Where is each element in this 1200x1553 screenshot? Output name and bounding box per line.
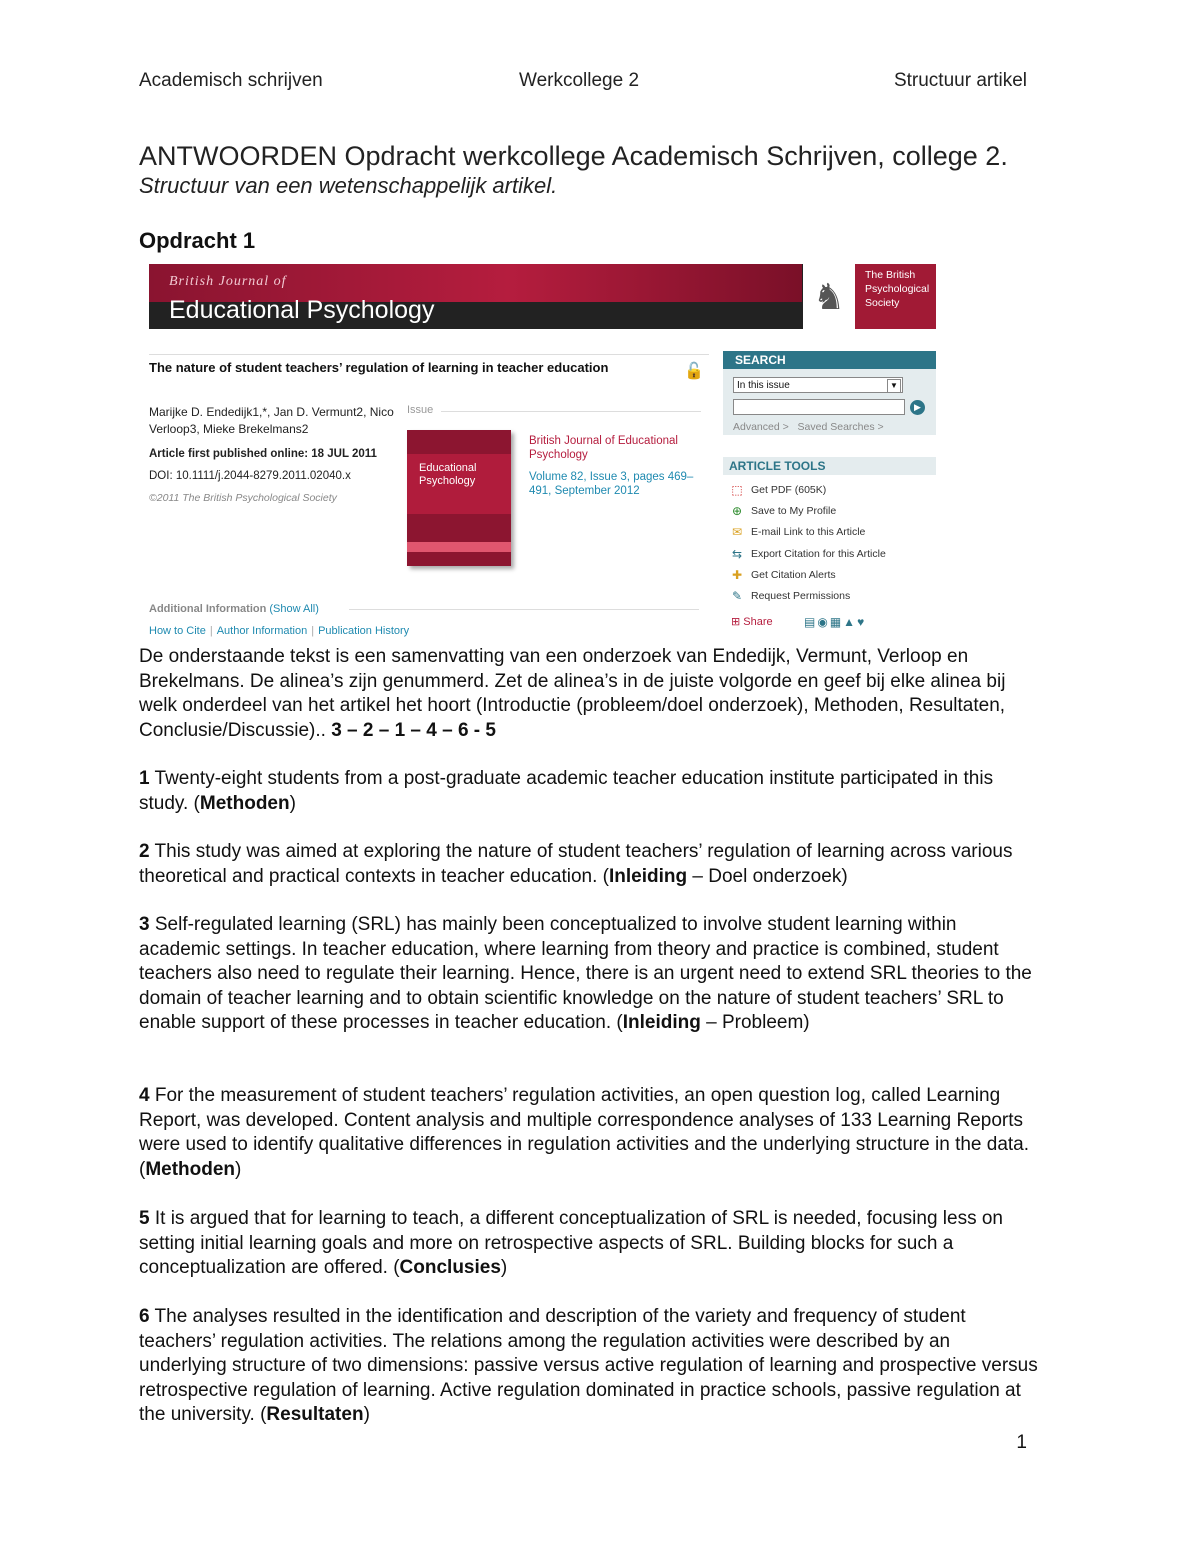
pdf-icon: ⬚ (731, 482, 743, 497)
cover-title: Educational Psychology (419, 462, 477, 487)
section-heading: Opdracht 1 (139, 228, 256, 253)
mendeley-icon[interactable]: ▲ (843, 615, 858, 629)
paragraph-tail: – Probleem) (700, 1012, 810, 1033)
advanced-search-link[interactable]: Advanced > (733, 421, 789, 433)
copyright: ©2011 The British Psychological Society (149, 492, 337, 504)
paragraph-tail: ) (500, 1257, 508, 1278)
share-plus-icon: ⊞ (731, 616, 741, 628)
delicious-icon[interactable]: ▦ (829, 615, 844, 629)
intro-text: De onderstaande tekst is een samenvatting van een onderzoek van Endedijk, Vermunt, Verloop en Brekelmans. De alinea’s zijn genummerd. Zet de alinea’s in de juiste volgorde en geef bij elke alinea bij welk onderdeel van het artikel het hoort (Introductie (probleem/doel onderzoek), Methoden, Resultaten, Conclusie/Discussie).. (139, 646, 1006, 741)
tool-label: Export Citation for this Article (751, 547, 886, 560)
paragraph-text: It is argued that for learning to teach, a different conceptualization of SRL is needed, focusing less on setting initial learning goals and more on retrospective aspects of SRL. Building blocks for such a conceptualization are offered. ( (139, 1208, 1004, 1278)
paragraph-number: 1 (139, 768, 150, 789)
header-center: Werkcollege 2 (519, 70, 640, 91)
paragraph-tail: ) (289, 792, 296, 814)
paragraph-tail: ) (363, 1404, 370, 1425)
paragraph-text: The analyses resulted in the identification and description of the variety and frequency of student teachers’ regulation activities. The relations among the regulation activities were described by an underlying structure of two dimensions: passive versus active regulation of learning and prospective versus retrospective regulation of learning. Active regulation dominated in practice schools, passive regulation at the university. ( (139, 1306, 1038, 1425)
tool-export-citation[interactable] (729, 543, 886, 564)
section-label: Methoden (199, 792, 290, 814)
tool-label: Request Permissions (751, 590, 851, 603)
doi: DOI: 10.1111/j.2044-8279.2011.02040.x (149, 470, 351, 482)
bookmark-icon[interactable]: ▤ (804, 615, 818, 629)
journal-name[interactable]: British Journal of Educational Psychology (529, 435, 678, 461)
paragraph-2 (139, 840, 1039, 889)
answer-sequence: 3 – 2 – 1 – 4 – 6 - 5 (331, 719, 496, 741)
search-header: SEARCH (723, 351, 936, 369)
additional-label: Additional Information (149, 603, 267, 615)
paragraph-4 (139, 1084, 1039, 1182)
journal-banner (149, 264, 936, 329)
paragraph-number: 6 (139, 1306, 150, 1327)
search-go-icon[interactable]: ▶ (910, 400, 925, 415)
cover-stripe (407, 542, 511, 552)
twitter-icon[interactable]: ♥ (857, 615, 867, 629)
divider (149, 354, 709, 355)
paragraph-number: 5 (139, 1208, 150, 1229)
search-scope-select[interactable] (733, 377, 903, 393)
plus-icon: ⊕ (731, 503, 743, 518)
tool-save-profile[interactable] (729, 500, 886, 521)
tool-label: Get Citation Alerts (751, 568, 836, 581)
chevron-down-icon: ▼ (887, 379, 901, 393)
search-box (723, 369, 936, 435)
additional-info (149, 603, 319, 615)
paragraph-6 (139, 1305, 1039, 1428)
share-label: Share (743, 616, 773, 628)
show-all-link[interactable]: (Show All) (269, 603, 319, 615)
tool-get-pdf[interactable] (729, 479, 886, 500)
export-icon: ⇆ (731, 546, 743, 561)
article-tools (729, 479, 886, 607)
issue-label: Issue (407, 404, 434, 416)
section-label: Inleiding (622, 1012, 701, 1033)
paragraph-text: Twenty-eight students from a post-graduate academic teacher education institute participated in this study. ( (139, 768, 994, 814)
search-links (733, 421, 884, 433)
paragraph-text: Self-regulated learning (SRL) has mainly been conceptualized to involve student learning within academic settings. In teacher education, where learning from theory and practice is combined, student teachers also need to regulate their learning. Hence, there is an urgent need to extend SRL theories to the domain of teacher learning and to obtain scientific knowledge on the nature of student teachers’ SRL to enable support of these processes in teacher education. ( (139, 914, 1032, 1033)
tool-citation-alerts[interactable] (729, 564, 886, 585)
share-icons (804, 615, 866, 629)
intro-paragraph (139, 645, 1039, 743)
publication-history-link[interactable]: Publication History (318, 625, 410, 637)
banner-subtitle: British Journal of (169, 274, 287, 289)
document-subtitle: Structuur van een wetenschappelijk artikel. (139, 173, 558, 198)
paragraph-5 (139, 1207, 1039, 1281)
tool-label: Save to My Profile (751, 504, 837, 517)
how-to-cite-link[interactable]: How to Cite (149, 625, 206, 637)
section-label: Methoden (145, 1158, 236, 1180)
page-number: 1 (1016, 1432, 1027, 1453)
tool-label: E-mail Link to this Article (751, 526, 866, 539)
permissions-icon: ✎ (731, 589, 743, 604)
paragraph-3 (139, 913, 1039, 1036)
divider (349, 609, 699, 610)
article-tools-header: ARTICLE TOOLS (723, 457, 936, 475)
first-published: Article first published online: 18 JUL 2011 (149, 448, 377, 460)
paragraph-number: 3 (139, 914, 150, 935)
society-name: The British Psychological Society (865, 269, 930, 309)
unlock-icon: 🔓 (684, 363, 704, 380)
section-label: Conclusies (399, 1257, 501, 1278)
tool-permissions[interactable] (729, 585, 886, 606)
share-button[interactable] (731, 615, 773, 628)
journal-cover[interactable] (407, 430, 511, 566)
header-right: Structuur artikel (893, 70, 1027, 91)
envelope-icon: ✉ (731, 525, 743, 540)
article-title[interactable]: The nature of student teachers’ regulation of learning in teacher education (149, 360, 609, 375)
paragraph-number: 4 (139, 1085, 150, 1106)
article-authors[interactable]: Marijke D. Endedijk1,*, Jan D. Vermunt2, Nico Verloop3, Mieke Brekelmans2 (149, 405, 394, 436)
search-scope-value: In this issue (737, 380, 790, 391)
society-logo (855, 264, 936, 329)
paragraph-text: For the measurement of student teachers’ regulation activities, an open question log, called Learning Report, was developed. Content analysis and multiple correspondence analyses of 133 Learning Reports were used to identify qualitative differences in regulation activities and the underlying structure in the data.( (139, 1085, 1030, 1180)
tool-label: Get PDF (605K) (751, 483, 827, 496)
section-label: Resultaten (266, 1404, 364, 1425)
paragraph-1 (139, 767, 1039, 816)
embedded-screenshot (149, 264, 936, 644)
paragraph-tail: ) (235, 1158, 242, 1180)
search-input[interactable] (733, 399, 905, 415)
header-left: Academisch schrijven (139, 70, 323, 91)
paragraph-tail: – Doel onderzoek) (687, 865, 848, 887)
info-links: How to Cite | Author Information | Publication History (149, 625, 410, 637)
volume-link[interactable]: Volume 82, Issue 3, pages 469–491, September 2012 (529, 471, 694, 497)
divider (441, 411, 701, 412)
section-label: Inleiding (609, 865, 688, 887)
digg-icon[interactable]: ◉ (817, 615, 830, 629)
paragraph-text: This study was aimed at exploring the nature of student teachers’ regulation of learning across various theoretical and practical contexts in teacher education. ( (139, 841, 1013, 887)
cover-band (407, 454, 511, 514)
author-info-link[interactable]: Author Information (216, 625, 308, 637)
saved-searches-link[interactable]: Saved Searches > (797, 421, 884, 433)
alert-icon: ✚ (731, 567, 743, 582)
paragraph-number: 2 (139, 841, 150, 862)
crest-icon: ♞ (803, 264, 855, 329)
document-title: ANTWOORDEN Opdracht werkcollege Academisch Schrijven, college 2. (139, 141, 1008, 171)
banner-title: Educational Psychology (169, 296, 435, 324)
tool-email-link[interactable] (729, 522, 886, 543)
